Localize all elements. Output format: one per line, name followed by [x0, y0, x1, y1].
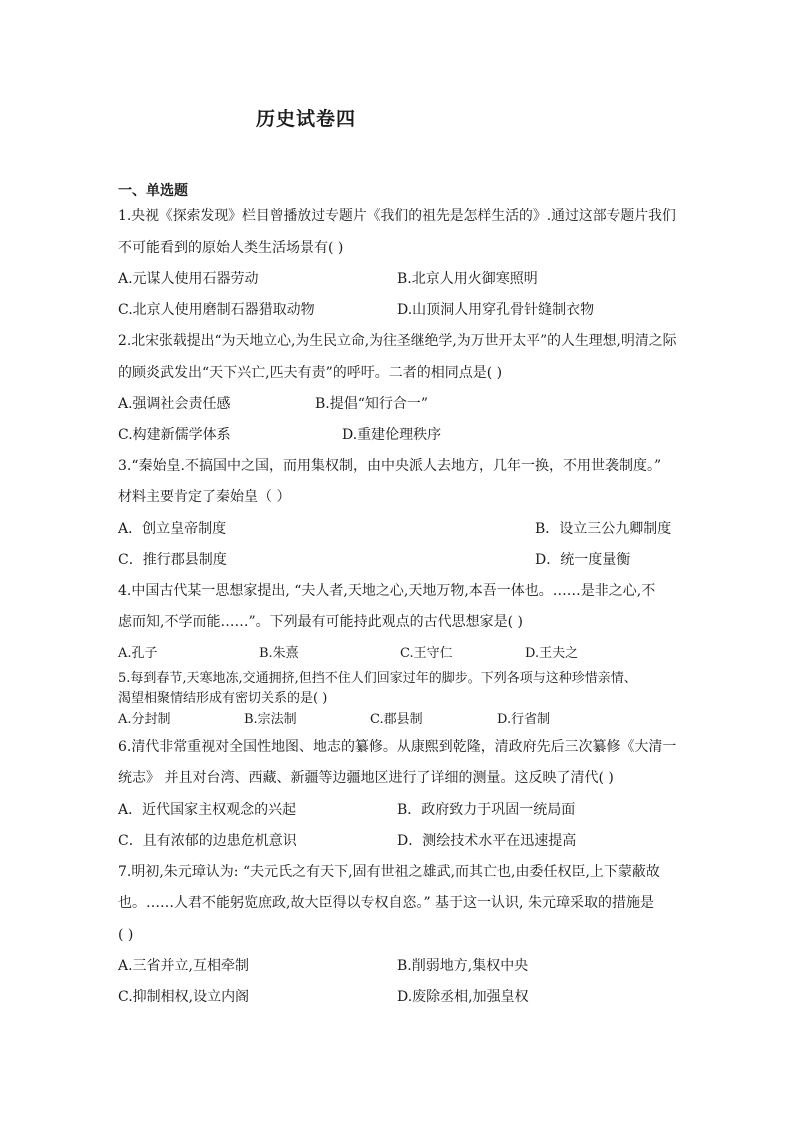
question-4-stem-line2: 虑而知,不学而能……”。下列最有可能持此观点的古代思想家是( ): [118, 614, 523, 630]
question-7-stem-line3: ( ): [118, 927, 134, 943]
question-5-option-a: A.分封制: [118, 712, 171, 727]
question-2-stem-line1: 2.北宋张载提出“为天地立心,为生民立命,为往圣继绝学,为万世开太平”的人生理想,明清之际: [118, 333, 677, 349]
question-4-stem-line1: 4.中国古代某一思想家提出, “夫人者,天地之心,天地万物,本吾一体也。……是非之心,不: [118, 583, 656, 599]
section-heading: 一、单选题: [118, 183, 188, 199]
question-2-option-d: D.重建伦理秩序: [342, 427, 442, 443]
question-4-option-d: D.王夫之: [525, 646, 579, 661]
page-title: 历史试卷四: [255, 108, 356, 130]
question-2-stem-line2: 的顾炎武发出“天下兴亡,匹夫有责”的呼吁。二者的相同点是( ): [118, 365, 503, 381]
question-6-option-b: B．政府致力于巩固一统局面: [397, 802, 576, 818]
question-7-stem-line2: 也。……人君不能躬览庶政,故大臣得以专权自恣。” 基于这一认识, 朱元璋采取的措施是: [118, 895, 654, 911]
question-1-option-b: B.北京人用火御寒照明: [397, 271, 538, 287]
question-3-option-b: B．设立三公九卿制度: [535, 521, 672, 537]
question-7-option-b: B.削弱地方,集权中央: [397, 958, 529, 974]
question-4-option-a: A.孔子: [118, 646, 158, 661]
question-3-stem-line1: 3.“秦始皇.不搞国中之国，而用集权制，由中央派人去地方，几年一换，不用世袭制度。”: [118, 458, 662, 474]
question-5-option-c: C.郡县制: [370, 712, 423, 727]
question-1-stem-line1: 1.央视《探索发现》栏目曾播放过专题片《我们的祖先是怎样生活的》.通过这部专题片我们: [118, 208, 676, 224]
question-1-stem-line2: 不可能看到的原始人类生活场景有( ): [118, 240, 344, 256]
question-7-option-c: C.抑制相权,设立内阁: [118, 989, 250, 1005]
question-3-option-d: D．统一度量衡: [535, 552, 631, 568]
question-7-option-a: A.三省并立,互相牵制: [118, 958, 250, 974]
question-6-option-c: C．且有浓郁的边患危机意识: [118, 833, 297, 849]
question-6-stem-line1: 6.清代非常重视对全国性地图、地志的纂修。从康熙到乾隆，清政府先后三次纂修《大清一: [118, 739, 677, 755]
question-6-option-d: D．测绘技术水平在迅速提高: [397, 833, 577, 849]
question-1-option-c: C.北京人使用磨制石器猎取动物: [118, 302, 315, 318]
question-5-stem-line1: 5.每到春节,天寒地冻,交通拥挤,但挡不住人们回家过年的脚步。下列各项与这种珍惜亲情、: [118, 671, 637, 686]
question-3-stem-line2: 材料主要肯定了秦始皇（ ）: [118, 489, 291, 505]
question-6-option-a: A．近代国家主权观念的兴起: [118, 802, 297, 818]
question-4-option-b: B.朱熹: [259, 646, 299, 661]
question-5-option-d: D.行省制: [497, 712, 551, 727]
question-2-option-a: A.强调社会责任感: [118, 396, 231, 412]
question-2-option-b: B.提倡“知行合一”: [315, 396, 429, 412]
question-7-option-d: D.废除丞相,加强皇权: [397, 989, 529, 1005]
question-1-option-a: A.元谋人使用石器劳动: [118, 271, 259, 287]
question-6-stem-line2: 统志》 并且对台湾、西藏、新疆等边疆地区进行了详细的测量。这反映了清代( ): [118, 770, 614, 786]
question-1-option-d: D.山顶洞人用穿孔骨针缝制衣物: [397, 302, 595, 318]
question-5-stem-line2: 渴望相聚情结形成有密切关系的是( ): [118, 691, 328, 706]
question-7-stem-line1: 7.明初,朱元璋认为: “夫元氏之有天下,固有世祖之雄武,而其亡也,由委任权臣,上下蒙蔽故: [118, 864, 660, 880]
question-2-option-c: C.构建新儒学体系: [118, 427, 231, 443]
question-4-option-c: C.王守仁: [400, 646, 453, 661]
question-5-option-b: B.宗法制: [244, 712, 297, 727]
question-3-option-a: A．创立皇帝制度: [118, 521, 227, 537]
question-3-option-c: C．推行郡县制度: [118, 552, 227, 568]
